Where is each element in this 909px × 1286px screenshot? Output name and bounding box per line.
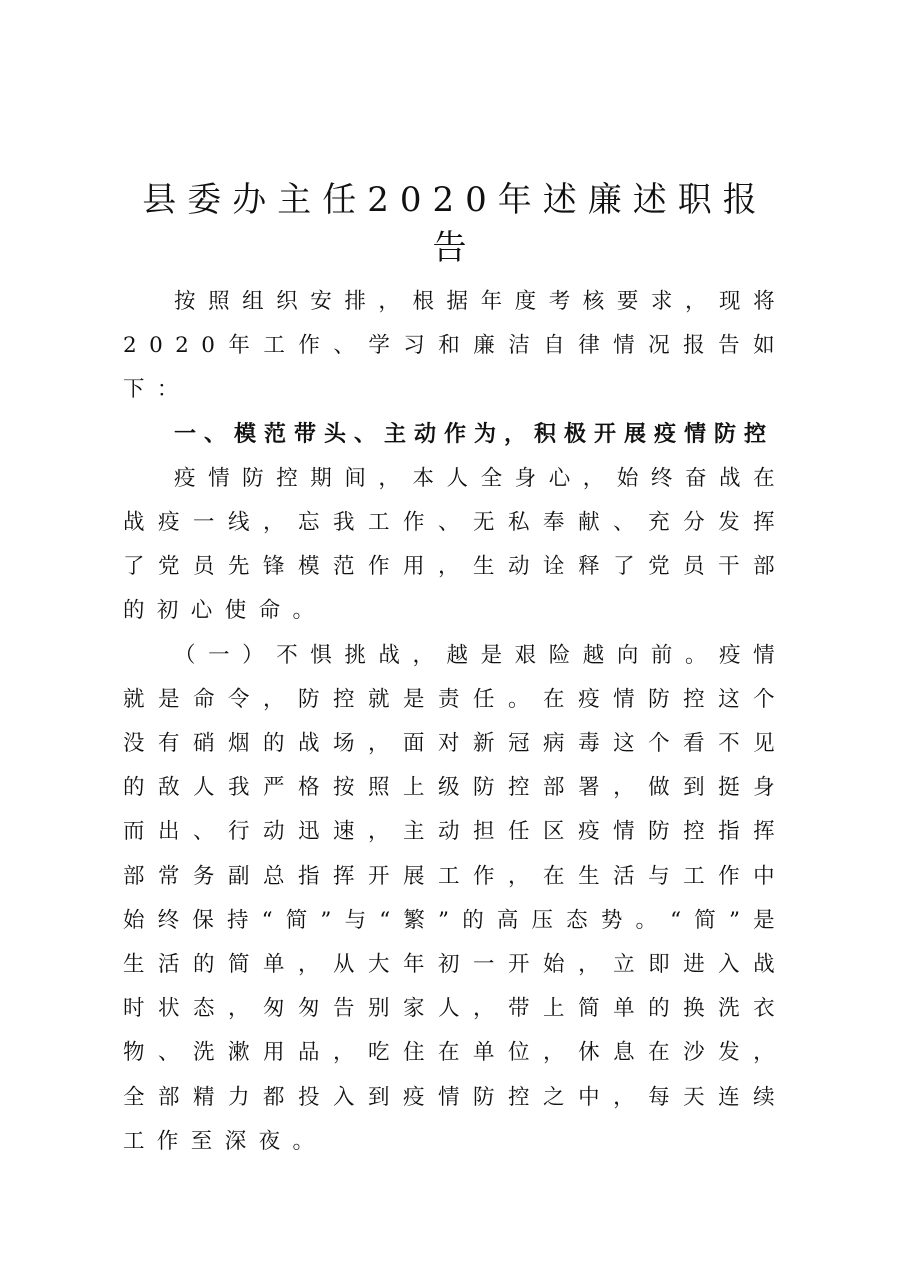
body-paragraph: 疫情防控期间，本人全身心，始终奋战在战疫一线，忘我工作、无私奉献、充分发挥了党员先锋模范作用，生动诠释了党员干部的初心使命。	[123, 465, 787, 624]
body-paragraph: （一）不惧挑战，越是艰险越向前。疫情就是命令，防控就是责任。在疫情防控这个没有硝烟的战场，面对新冠病毒这个看不见的敌人我严格按照上级防控部署，做到挺身而出、行动迅速，主动担任区疫情防控指挥部常务副总指挥开展工作，在生活与工作中始终保持“简”与“繁”的高压态势。“简”是生活的简单，从大年初一开始，立即进入战时状态，匆匆告别家人，带上简单的换洗衣物、洗漱用品，吃住在单位，休息在沙发，全部精力都投入到疫情防控之中，每天连续工作至深夜。	[123, 642, 787, 1154]
intro-paragraph: 按照组织安排，根据年度考核要求，现将2020年工作、学习和廉洁自律情况报告如下：	[123, 289, 787, 403]
document-body	[123, 280, 787, 1164]
section-heading: 一、模范带头、主动作为，积极开展疫情防控	[174, 421, 775, 447]
document-title: 县委办主任2020年述廉述职报告	[142, 180, 768, 268]
